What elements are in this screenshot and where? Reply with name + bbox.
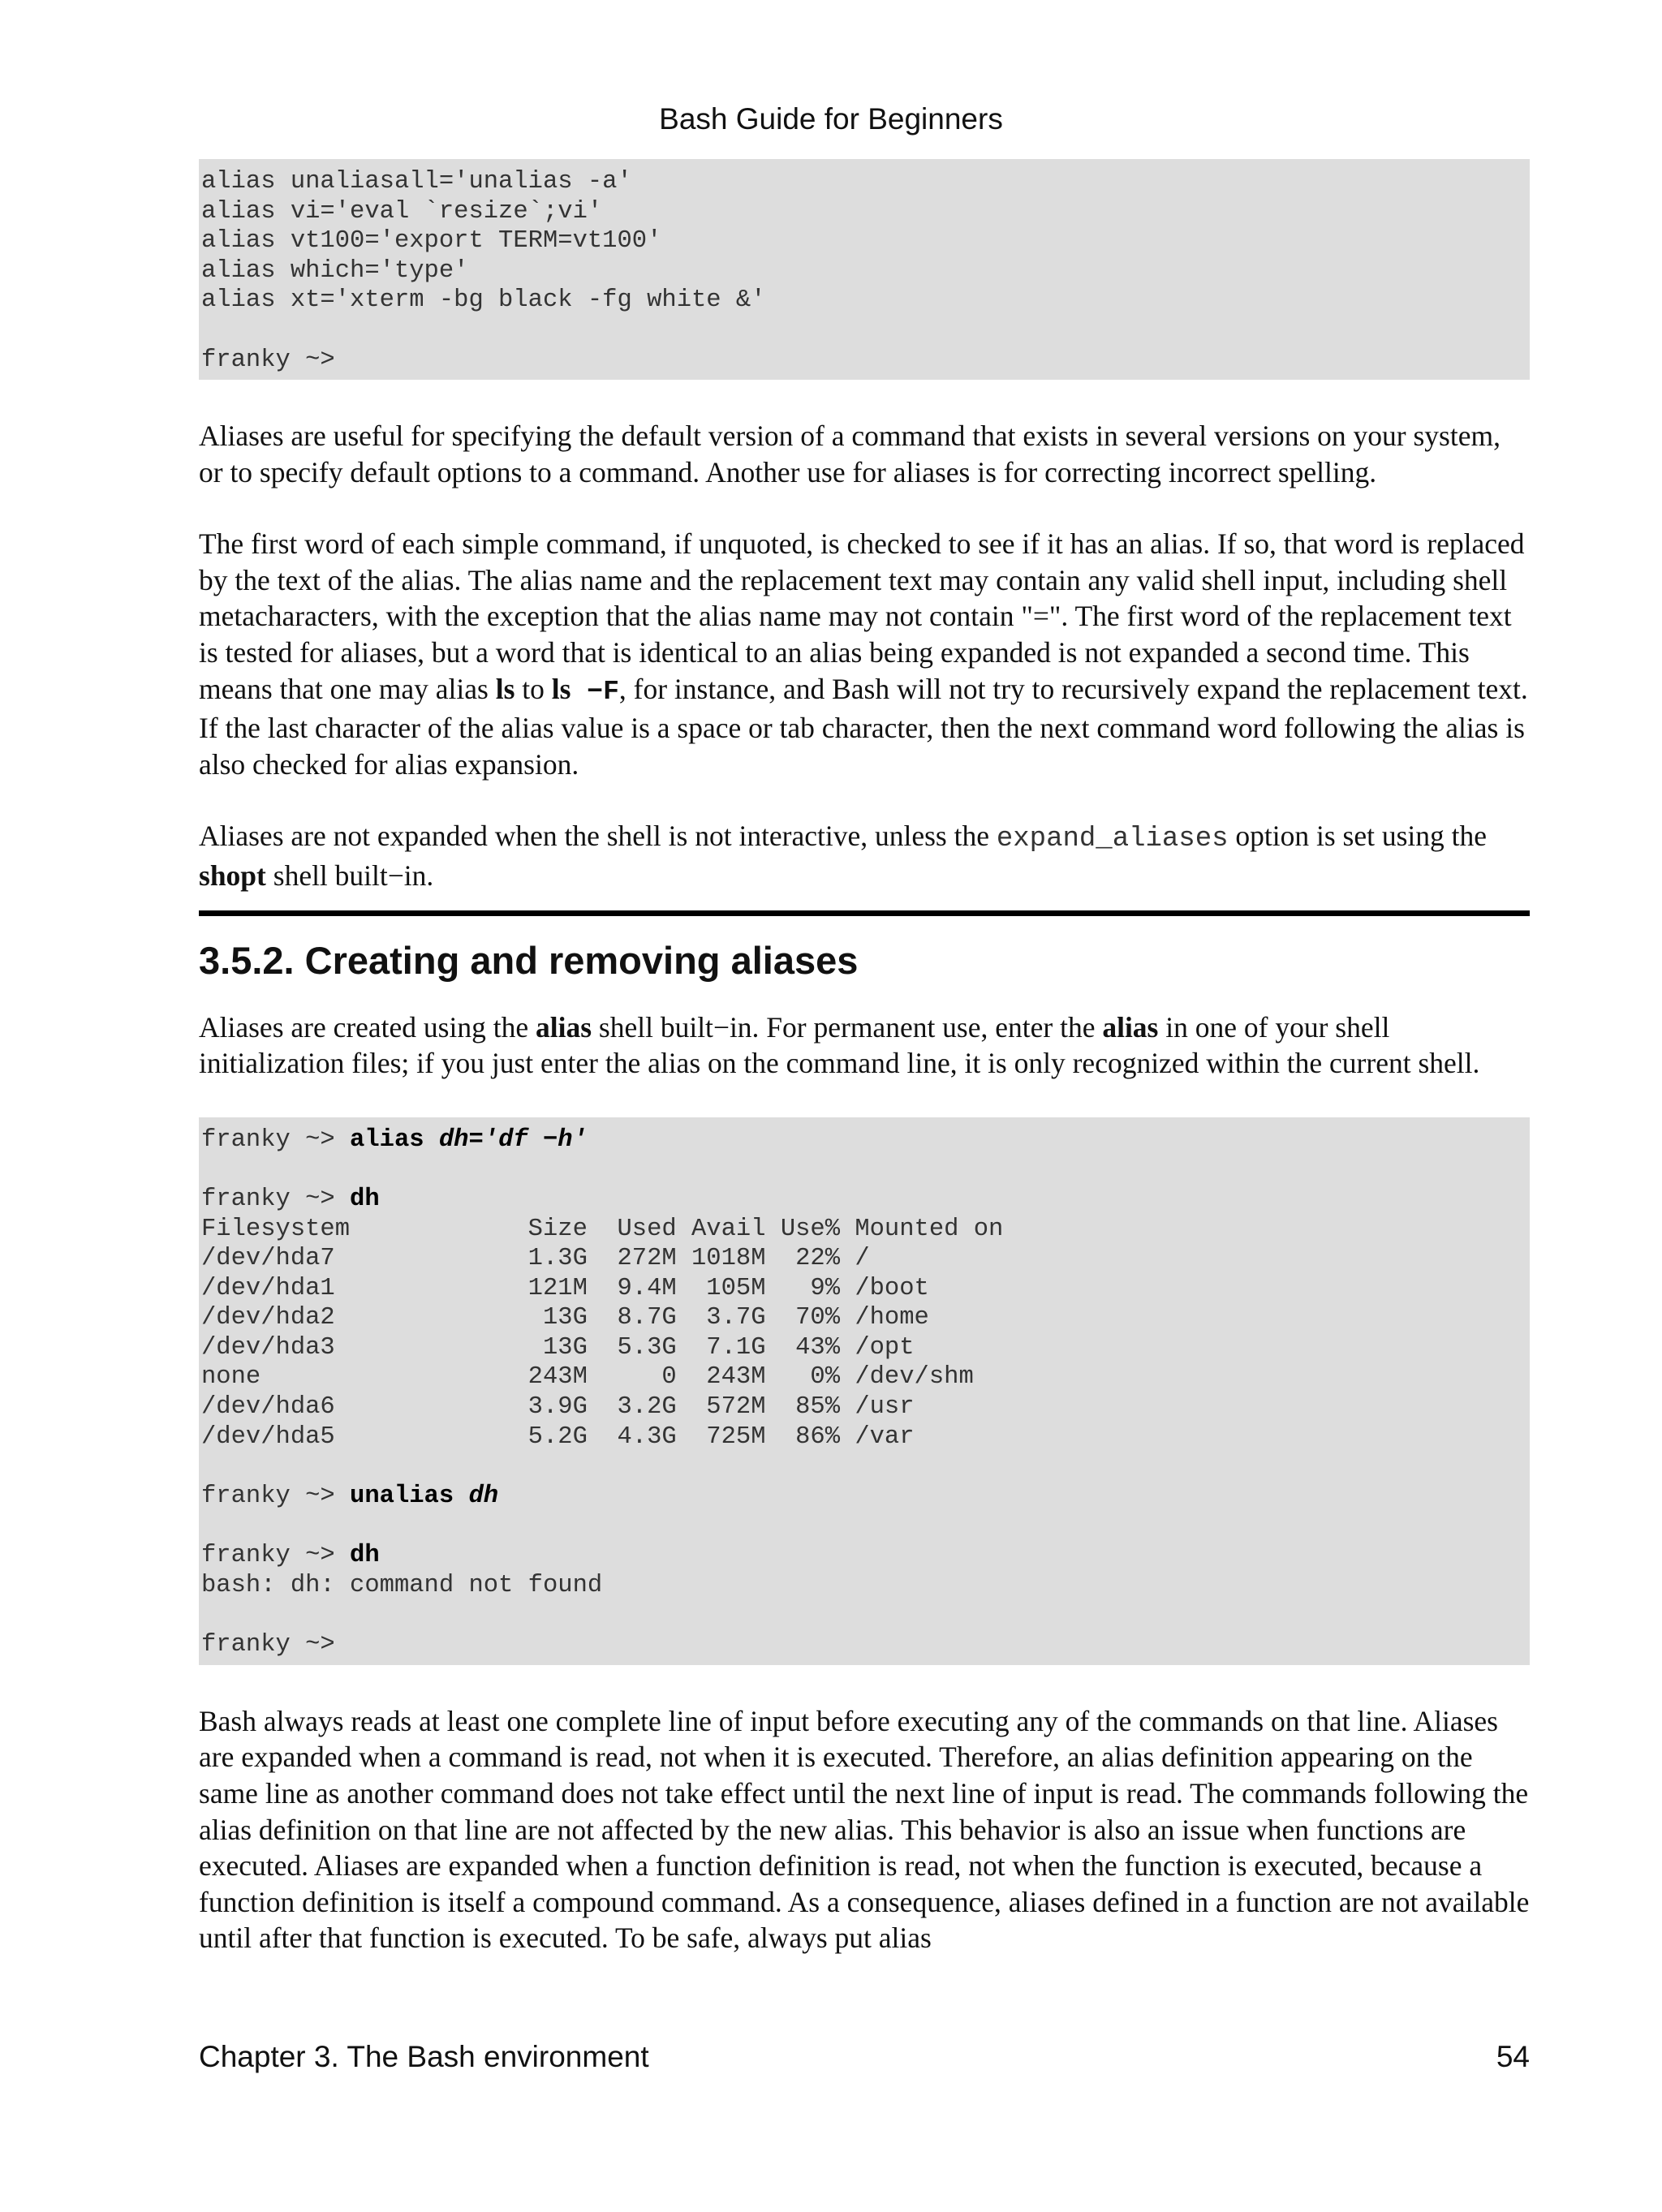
code-line: alias vt100='export TERM=vt100' [201, 227, 662, 256]
paragraph-text: , for instance, and Bash will not try to recursively expand the replacement text. If the last character of the alias value is a space or tab character, then the next command word following the alias is also checked for alias expansion. [199, 672, 1528, 781]
footer-page-number: 54 [1496, 2040, 1530, 2073]
code-line: alias which='type' [201, 256, 469, 285]
code-line: /dev/hda3 13G 5.3G 7.1G 43% /opt [201, 1333, 915, 1362]
page-footer [199, 2037, 1530, 2077]
command-shopt: shopt [199, 859, 266, 892]
code-line [201, 1185, 1525, 1215]
page-content [199, 159, 1530, 1956]
code-line: /dev/hda7 1.3G 272M 1018M 22% / [201, 1245, 870, 1273]
command-text: dh [350, 1185, 380, 1213]
code-line: bash: dh: command not found [201, 1571, 603, 1599]
shell-prompt: franky ~> [201, 1482, 351, 1510]
paragraph-text: Aliases are created using the [199, 1010, 536, 1044]
option-expand-aliases: expand_aliases [996, 824, 1229, 855]
shell-prompt: franky ~> [201, 1185, 351, 1213]
code-line [201, 316, 1525, 346]
code-line [201, 1541, 1525, 1571]
code-line [201, 1155, 1525, 1185]
code-line: /dev/hda1 121M 9.4M 105M 9% /boot [201, 1274, 929, 1302]
paragraph-text: option is set using the [1228, 820, 1488, 853]
paragraph-text: The first word of each simple command, if unquoted, is checked to see if it has an alias. If so, that word is replaced by the text of the alias. The alias name and the replacement text may contain any valid shell input, including shell metacharacters, with the exception that the alias name may not contain "=". The first word of the replacement text is tested for aliases, but a word that is identical to an alias being expanded is not expanded a second time. This means that one may alias [199, 527, 1525, 705]
code-line: franky ~> [201, 346, 335, 374]
code-line: /dev/hda5 5.2G 4.3G 725M 86% /var [201, 1422, 915, 1451]
paragraph-alias-expansion [199, 526, 1530, 782]
command-text: alias [350, 1125, 439, 1154]
command-alias: alias [1102, 1010, 1159, 1044]
code-line: /dev/hda6 3.9G 3.2G 572M 85% /usr [201, 1393, 915, 1422]
code-line [201, 1600, 1525, 1630]
shell-prompt: franky ~> [201, 1125, 351, 1154]
code-line: alias unaliasall='unalias -a' [201, 168, 632, 196]
paragraph-creating-aliases [199, 1009, 1530, 1082]
code-line: alias vi='eval `resize`;vi' [201, 197, 603, 226]
command-text: dh [350, 1542, 380, 1570]
code-line: alias xt='xterm -bg black -fg white &' [201, 286, 766, 315]
shell-prompt: franky ~> [201, 1542, 351, 1570]
code-line [201, 1125, 1525, 1155]
command-alias: alias [535, 1010, 592, 1044]
code-line: Filesystem Size Used Avail Use% Mounted on [201, 1215, 1004, 1243]
command-text: unalias [350, 1482, 469, 1510]
command-ls: ls [495, 672, 515, 705]
code-line: none 243M 0 243M 0% /dev/shm [201, 1363, 974, 1392]
code-line [201, 1452, 1525, 1482]
paragraph-alias-timing: Bash always reads at least one complete line of input before executing any of the commands on that line. Aliases are expanded when a command is read, not when it is executed. Therefore, an alias definition appearing on the same line as another command does not take effect until the next line of input is read. The commands following the alias definition on that line are not affected by the new alias. This behavior is also an issue when functions are executed. Aliases are expanded when a function definition is read, not when the function is executed, because a function definition is itself a compound command. As a consequence, aliases defined in a function are not available until after that function is executed. To be safe, always put alias [199, 1704, 1530, 1955]
command-argument: dh='df −h' [438, 1125, 588, 1154]
command-argument: dh [468, 1482, 499, 1510]
command-flag: −F [571, 676, 619, 707]
command-ls: ls [551, 672, 571, 705]
footer-chapter: Chapter 3. The Bash environment [199, 2040, 649, 2073]
code-line [201, 1511, 1525, 1541]
paragraph-text: Aliases are not expanded when the shell is not interactive, unless the [199, 820, 997, 853]
paragraph-text: to [515, 672, 552, 705]
code-line: franky ~> [201, 1630, 335, 1659]
paragraph-text: shell built−in. [265, 859, 434, 892]
paragraph-text: in one of your shell initialization files; if you just enter the alias on the command line, it is only recognized within the current shell. [199, 1010, 1480, 1080]
section-title: 3.5.2. Creating and removing aliases [199, 938, 859, 982]
page-header: Bash Guide for Beginners [659, 102, 1003, 136]
code-block-aliases [199, 159, 1530, 380]
code-block-alias-example [199, 1117, 1530, 1665]
code-line [201, 1482, 1525, 1512]
code-line: /dev/hda2 13G 8.7G 3.7G 70% /home [201, 1304, 929, 1332]
section-divider [199, 910, 1530, 916]
paragraph-non-interactive [199, 818, 1530, 893]
paragraph-alias-uses: Aliases are useful for specifying the default version of a command that exists in several versions on your system, or to specify default options to a command. Another use for aliases is for correcting incorrect spelling. [199, 420, 1501, 488]
paragraph-text: shell built−in. For permanent use, enter the [592, 1010, 1103, 1044]
